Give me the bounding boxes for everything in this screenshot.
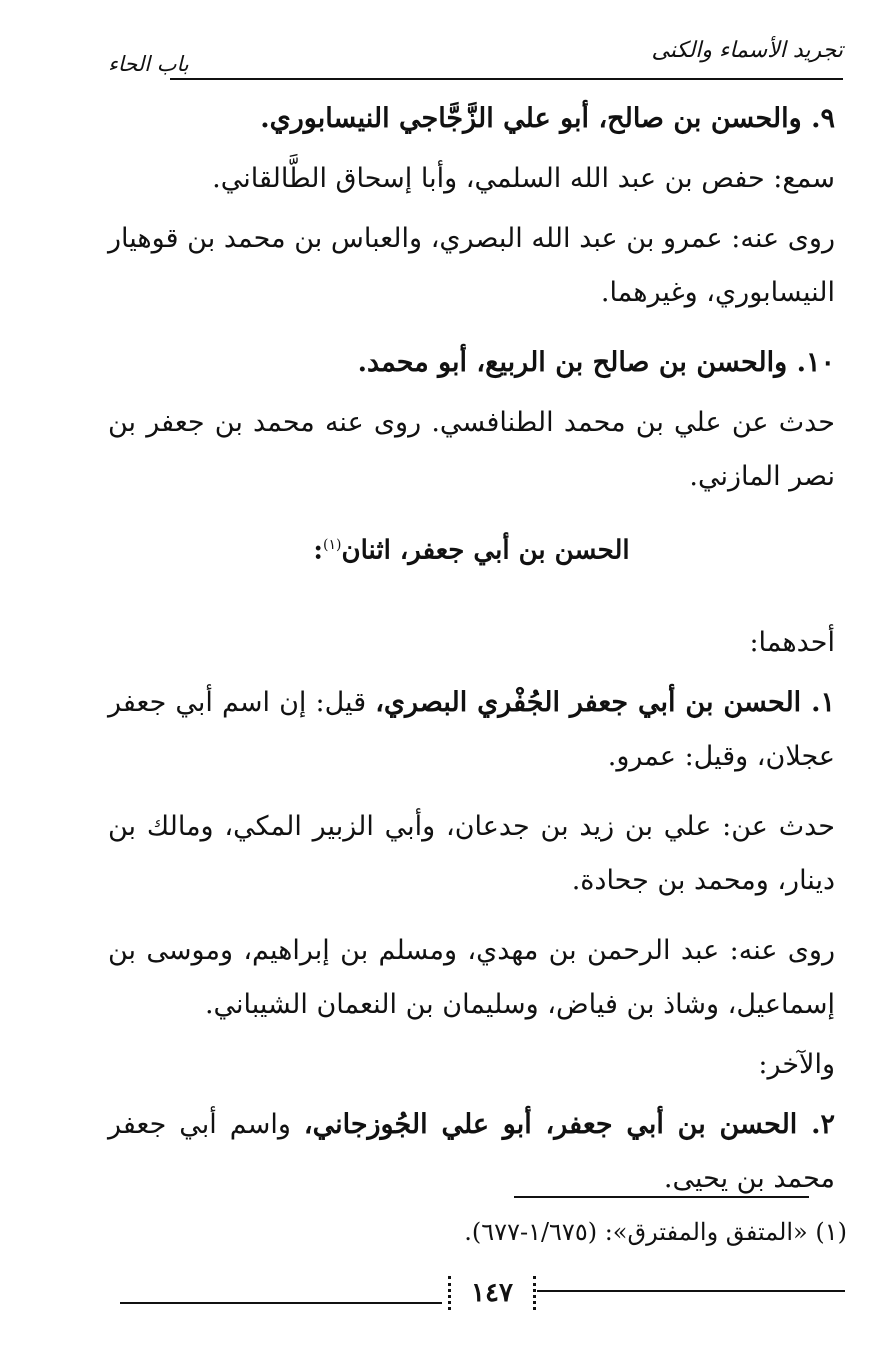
section-entry-1-narrated-from: حدث عن: علي بن زيد بن جدعان، وأبي الزبير المكي، ومالك بن دينار، ومحمد بن جحادة. bbox=[108, 810, 835, 896]
chapter-title: باب الحاء bbox=[108, 52, 189, 76]
section-entry-2-rest: واسم أبي جعفر محمد بن يحيى. bbox=[108, 1108, 835, 1194]
book-title: تجريد الأسماء والكنى bbox=[651, 38, 843, 63]
section-entry-2-name: ٢. الحسن بن أبي جعفر، أبو علي الجُوزجاني، bbox=[303, 1108, 836, 1140]
page-body bbox=[108, 92, 835, 1222]
second-label: والآخر: bbox=[758, 1048, 835, 1080]
entry-heading-10: ١٠. والحسن بن صالح بن الربيع، أبو محمد. bbox=[357, 347, 835, 378]
section-entry-1-rest: قيل: إن اسم أبي جعفر عجلان، وقيل: عمرو. bbox=[108, 686, 835, 772]
entry-9-heard-from: سمع: حفص بن عبد الله السلمي، وأبا إسحاق الطَّالقاني. bbox=[212, 163, 835, 194]
section-heading: الحسن بن أبي جعفر، اثنان$^{(١)}$: bbox=[313, 535, 630, 566]
page-number: ١٤٧ bbox=[448, 1276, 536, 1310]
entry-heading-9: ٩. والحسن بن صالح، أبو علي الزَّجَّاجي النيسابوري. bbox=[260, 103, 835, 134]
footnote: (١) «المتفق والمفترق»: (١/٦٧٥-٦٧٧). bbox=[464, 1218, 847, 1246]
footnote-rule bbox=[514, 1196, 809, 1198]
footer-rule-right bbox=[537, 1290, 845, 1292]
entry-10-text: حدث عن علي بن محمد الطنافسي. روى عنه محمد بن جعفر بن نصر المازني. bbox=[108, 407, 835, 492]
header-rule bbox=[170, 78, 843, 80]
section-entry-1 bbox=[108, 676, 835, 784]
section-entry-2 bbox=[108, 1098, 835, 1206]
first-label: أحدهما: bbox=[749, 626, 835, 658]
section-entry-1-name: ١. الحسن بن أبي جعفر الجُفْري البصري، bbox=[375, 686, 835, 718]
entry-9-narrators: روى عنه: عمرو بن عبد الله البصري، والعباس بن محمد بن قوهيار النيسابوري، وغيرهما. bbox=[108, 223, 835, 308]
section-title: الحسن بن أبي جعفر، اثنان bbox=[341, 535, 630, 566]
section-entry-1-narrators: روى عنه: عبد الرحمن بن مهدي، ومسلم بن إبراهيم، وموسى بن إسماعيل، وشاذ بن فياض، وسليمان بن النعمان الشيباني. bbox=[108, 934, 835, 1020]
page-footer bbox=[120, 1270, 845, 1320]
footnote-marker: (١) bbox=[323, 537, 342, 553]
running-header bbox=[108, 38, 843, 78]
footer-rule-left bbox=[120, 1302, 442, 1304]
